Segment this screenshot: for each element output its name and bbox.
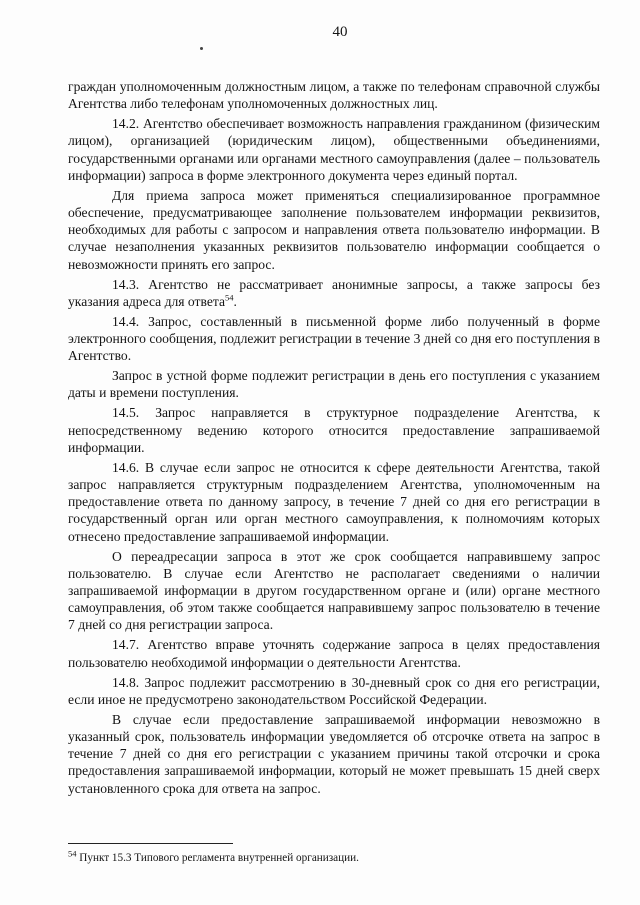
paragraph-14-4: 14.4. Запрос, составленный в письменной форме либо полученный в форме электронного сообщения, подлежит регистрации в течение 3 дней со дня его поступления в Агентство.: [68, 313, 600, 364]
paragraph-14-8: 14.8. Запрос подлежит рассмотрению в 30-дневный срок со дня его регистрации, если иное не предусмотрено законодательством Российской Федерации.: [68, 674, 600, 707]
paragraph-14-5: 14.5. Запрос направляется в структурное подразделение Агентства, к непосредственному ведению которого относится предоставление запрашиваемой информации.: [68, 405, 600, 455]
paragraph-14-3-text: 14.3. Агентство не рассматривает анонимные запросы, а также запросы без указания адреса для ответа: [68, 276, 600, 309]
paragraph-14-7: 14.7. Агентство вправе уточнять содержание запроса в целях предоставления пользователю необходимой информации о деятельности Агентства.: [68, 637, 600, 670]
paragraph-14-3: [68, 276, 600, 310]
paragraph-14-6: 14.6. В случае если запрос не относится к сфере деятельности Агентства, такой запрос направляется структурным подразделением Агентства, уполномоченным на предоставление ответа по данному запросу, в течение 7 дней со дня его регистрации в государственный орган или орган местного самоуправления, к полномочиям которых отнесено предоставление запрашиваемой информации.: [68, 459, 600, 544]
scan-speck: [200, 47, 203, 50]
body-text: [68, 78, 600, 800]
footnote-divider: [68, 843, 233, 844]
paragraph-special-software: Для приема запроса может применяться специализированное программное обеспечение, предусматривающее заполнение пользователем информации реквизитов, необходимых для работы с запросом и направления ответа пользователю информации. В случае незаполнения указанных реквизитов пользователю информации сообщается о невозможности принять его запрос.: [68, 187, 600, 272]
paragraph-deferral: В случае если предоставление запрашиваемой информации невозможно в указанный срок, пользователь информации уведомляется об отсрочке ответа на запрос в течение 7 дней со дня его регистрации с указанием причины такой отсрочки и срока предоставления запрашиваемой информации, который не может превышать 15 дней сверх установленного срока для ответа на запрос.: [68, 711, 600, 796]
paragraph-oral-request: Запрос в устной форме подлежит регистрации в день его поступления с указанием даты и времени поступления.: [68, 368, 600, 401]
paragraph-14-3-tail: .: [233, 293, 237, 309]
footnote-reference: 54: [225, 292, 234, 303]
paragraph-redirect-notice: О переадресации запроса в этот же срок сообщается направившему запрос пользователю. В случае если Агентство не располагает сведениями о наличии запрашиваемой информации в другом государственном органе и (или) органе местного самоуправления, об этом также сообщается направившему запрос пользователю в течение 7 дней со дня регистрации запроса.: [68, 548, 600, 633]
paragraph-14-2: 14.2. Агентство обеспечивает возможность направления гражданином (физическим лицом), организацией (юридическим лицом), общественными объединениями, государственными органами или органами местного самоуправления (далее – пользователь информации) запроса в форме электронного документа через единый портал.: [68, 116, 600, 183]
footnote-text: Пункт 15.3 Типового регламента внутренней организации.: [76, 852, 359, 864]
footnote: [68, 848, 600, 865]
paragraph-continuation: граждан уполномоченным должностным лицом, а также по телефонам справочной службы Агентства либо телефонам уполномоченных должностных лиц.: [68, 79, 600, 112]
footnote-marker: 54: [68, 848, 77, 859]
page-number: 40: [332, 24, 348, 40]
